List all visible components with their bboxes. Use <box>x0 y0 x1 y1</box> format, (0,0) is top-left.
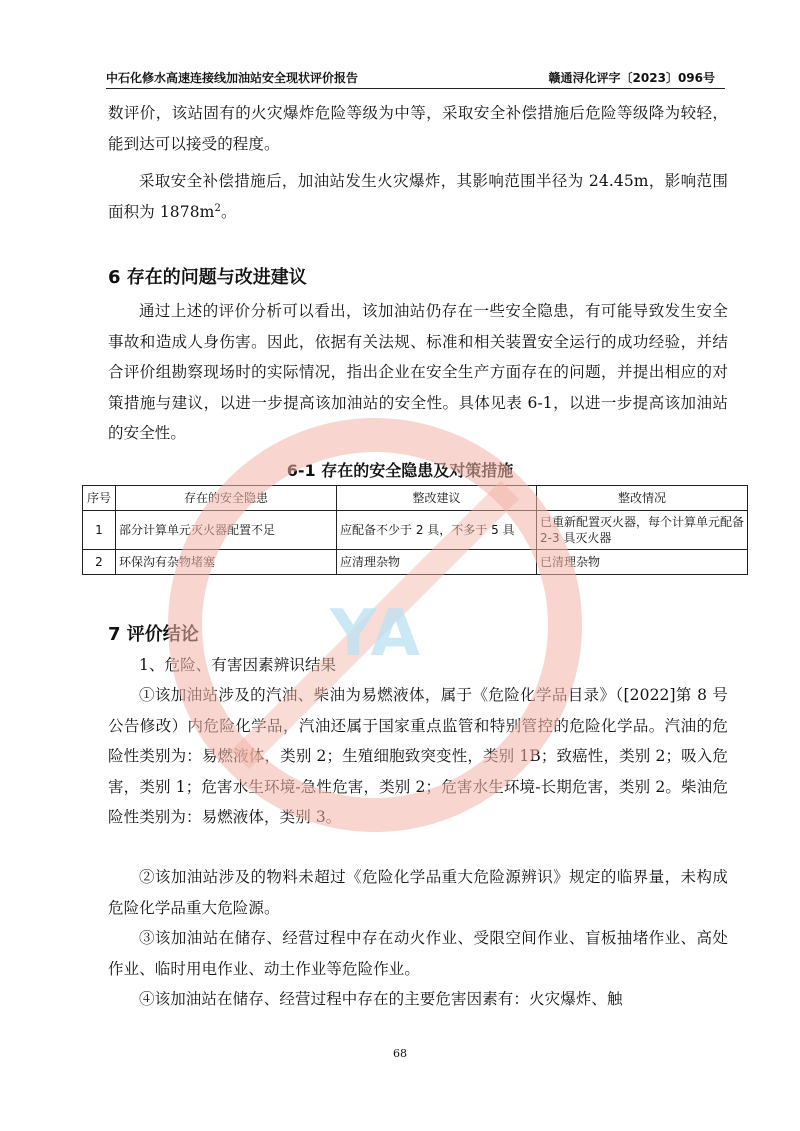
intro-paragraph-1: 数评价，该站固有的火灾爆炸危险等级为中等，采取安全补偿措施后危险等级降为较轻，能到达可以接受的程度。 <box>108 104 728 153</box>
table-caption: 6-1 存在的安全隐患及对策措施 <box>286 461 514 480</box>
conclusion-item-2: ②该加油站涉及的物料未超过《危险化学品重大危险源辨识》规定的临界量，未构成危险化学品重大危险源。 <box>108 868 728 917</box>
section-6-paragraph: 通过上述的评价分析可以看出，该加油站仍存在一些安全隐患，有可能导致发生安全事故和造成人身伤害。因此，依据有关法规、标准和相关装置安全运行的成功经验，并结合评价组勘察现场时的实际情况，指出企业在安全生产方面存在的问题，并提出相应的对策措施与建议，以进一步提高该加油站的安全性。具体见表 6-1，以进一步提高该加油站的安全性。 <box>108 302 728 442</box>
cell-suggestion: 应配备不少于 2 具，不多于 5 具 <box>337 511 537 550</box>
header-cell-status: 整改情况 <box>537 486 748 511</box>
intro-paragraph-2 <box>108 166 728 227</box>
area-unit-superscript: 2 <box>214 202 221 214</box>
page-number: 68 <box>393 1047 407 1060</box>
safety-issues-table <box>82 485 748 575</box>
cell-hazard: 部分计算单元灭火器配置不足 <box>116 511 337 550</box>
conclusion-item-3: ③该加油站在储存、经营过程中存在动火作业、受限空间作业、盲板抽堵作业、高处作业、临时用电作业、动土作业等危险作业。 <box>108 929 728 978</box>
conclusion-item-4: ④该加油站在储存、经营过程中存在的主要危害因素有：火灾爆炸、触 <box>139 990 623 1008</box>
header-rule <box>106 88 725 89</box>
cell-index: 2 <box>83 550 116 575</box>
header-report-code: 赣通浔化评字〔2023〕096号 <box>548 71 715 85</box>
watermark-badge-text: YA <box>330 597 420 671</box>
conclusion-item-1: ①该加油站涉及的汽油、柴油为易燃液体，属于《危险化学品目录》（[2022]第 8 号公告修改）内危险化学品，汽油还属于国家重点监管和特别管控的危险化学品。汽油的危险性类别为：易燃液体，类别 2；生殖细胞致突变性，类别 1B；致癌性，类别 2；吸入危害，类别 1；危害水生环境-急性危害，类别 2；危害水生环境-长期危害，类别 2。柴油危险性类别为：易燃液体，类别 3。 <box>108 686 728 826</box>
intro-para2-end: 。 <box>220 202 237 221</box>
cell-suggestion: 应清理杂物 <box>337 550 537 575</box>
header-cell-index: 序号 <box>83 486 116 511</box>
table-header-row <box>83 486 748 511</box>
header-cell-suggestion: 整改建议 <box>337 486 537 511</box>
header-cell-hazard: 存在的安全隐患 <box>116 486 337 511</box>
cell-index: 1 <box>83 511 116 550</box>
section-6-heading: 6 存在的问题与改进建议 <box>108 267 307 288</box>
table-row <box>83 511 748 550</box>
cell-hazard: 环保沟有杂物堵塞 <box>116 550 337 575</box>
table-row <box>83 550 748 575</box>
header-report-title: 中石化修水高速连接线加油站安全现状评价报告 <box>106 71 359 85</box>
section-7-subheading: 1、危险、有害因素辨识结果 <box>139 656 337 674</box>
cell-status: 已重新配置灭火器，每个计算单元配备 2-3 具灭火器 <box>537 511 748 550</box>
intro-para2-text: 采取安全补偿措施后，加油站发生火灾爆炸，其影响范围半径为 24.45m，影响范围面积为 1878m <box>108 172 728 221</box>
cell-status: 已清理杂物 <box>537 550 748 575</box>
section-7-heading: 7 评价结论 <box>108 624 199 645</box>
